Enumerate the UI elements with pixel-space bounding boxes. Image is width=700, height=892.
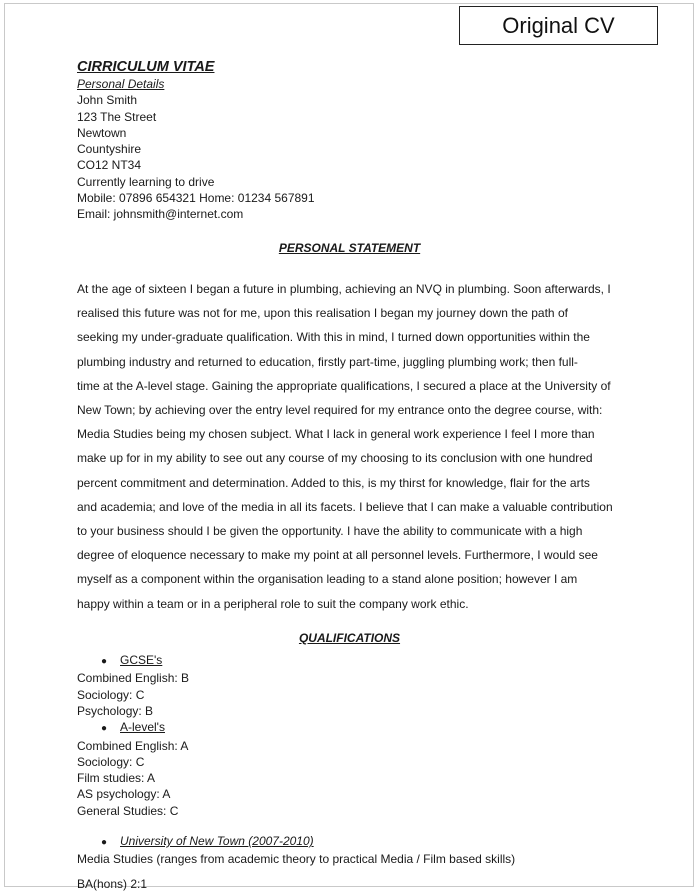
bullet-icon: ● bbox=[101, 837, 108, 849]
name-line: John Smith bbox=[77, 93, 138, 108]
personal-details-heading: Personal Details bbox=[77, 77, 165, 91]
statement-line: seeking my under-graduate qualification. With this in mind, I turned down opportunities within the bbox=[77, 330, 590, 345]
cv-title: CIRRICULUM VITAE bbox=[77, 59, 215, 75]
gcse-item: Psychology: B bbox=[77, 704, 154, 718]
statement-line: At the age of sixteen I began a future in plumbing, achieving an NVQ in plumbing. Soon afterwards, I bbox=[77, 281, 611, 296]
personal-statement-heading: PERSONAL STATEMENT bbox=[278, 240, 421, 255]
bullet-icon: ● bbox=[101, 656, 108, 668]
phone-numbers: Mobile: 07896 654321 Home: 01234 567891 bbox=[77, 191, 315, 206]
statement-line: make up for in my ability to see out any course of my choosing to its conclusion with one hundred bbox=[77, 451, 593, 466]
qualifications-heading: QUALIFICATIONS bbox=[298, 630, 401, 645]
alevel-item: General Studies: C bbox=[77, 803, 179, 818]
gcse-item: Sociology: C bbox=[77, 687, 145, 702]
statement-line: percent commitment and determination. Added to this, is my thirst for knowledge, flair for the arts bbox=[77, 475, 590, 490]
university-degree: BA(hons) 2:1 bbox=[77, 876, 148, 891]
statement-line: to your business should I be given the opportunity. I have the ability to communicate with a high bbox=[77, 524, 583, 538]
address-street: 123 The Street bbox=[77, 109, 157, 124]
university-course: Media Studies (ranges from academic theory to practical Media / Film based skills) bbox=[77, 852, 516, 867]
alevel-item: Film studies: A bbox=[77, 771, 156, 786]
statement-line: and academia; and love of the media in all its facets. I believe that I can make a valuable contribution bbox=[77, 499, 613, 514]
statement-line: happy within a team or in a peripheral role to suit the company work ethic. bbox=[77, 596, 469, 611]
university-bullet bbox=[101, 833, 637, 851]
university-label: University of New Town (2007-2010) bbox=[120, 834, 314, 849]
address-town: Newtown bbox=[77, 125, 127, 140]
alevel-item: AS psychology: A bbox=[77, 787, 171, 802]
personal-statement-body bbox=[77, 277, 622, 616]
address-postcode: CO12 NT34 bbox=[77, 158, 142, 173]
alevel-item: Combined English: A bbox=[77, 738, 189, 753]
gcse-item: Combined English: B bbox=[77, 671, 190, 686]
statement-line: plumbing industry and returned to education, firstly part-time, juggling plumbing work; then full- bbox=[77, 354, 578, 369]
gcse-bullet bbox=[101, 652, 637, 670]
gcse-label: GCSE's bbox=[120, 653, 163, 668]
original-cv-badge: Original CV bbox=[459, 6, 658, 45]
statement-line: degree of eloquence necessary to make my point at all personnel levels. Furthermore, I would see bbox=[77, 548, 598, 563]
bullet-icon: ● bbox=[101, 723, 108, 735]
statement-line: New Town; by achieving over the entry level required for my entrance onto the degree course, with: bbox=[77, 402, 603, 417]
alevel-bullet bbox=[101, 719, 637, 737]
email-line: Email: johnsmith@internet.com bbox=[77, 207, 244, 222]
alevel-item: Sociology: C bbox=[77, 754, 145, 769]
statement-line: myself as a component within the organisation leading to a stand alone position; however I am bbox=[77, 572, 578, 587]
statement-line: time at the A-level stage. Gaining the appropriate qualifications, I secured a place at the University of bbox=[77, 378, 611, 393]
statement-line: realised this future was not for me, upon this realisation I began my journey down the path of bbox=[77, 306, 568, 321]
driving-status: Currently learning to drive bbox=[77, 174, 215, 189]
cv-content bbox=[77, 58, 637, 892]
alevel-label: A-level's bbox=[120, 720, 165, 735]
statement-line: Media Studies being my chosen subject. What I lack in general work experience I feel I more than bbox=[77, 427, 595, 442]
address-county: Countyshire bbox=[77, 142, 142, 157]
